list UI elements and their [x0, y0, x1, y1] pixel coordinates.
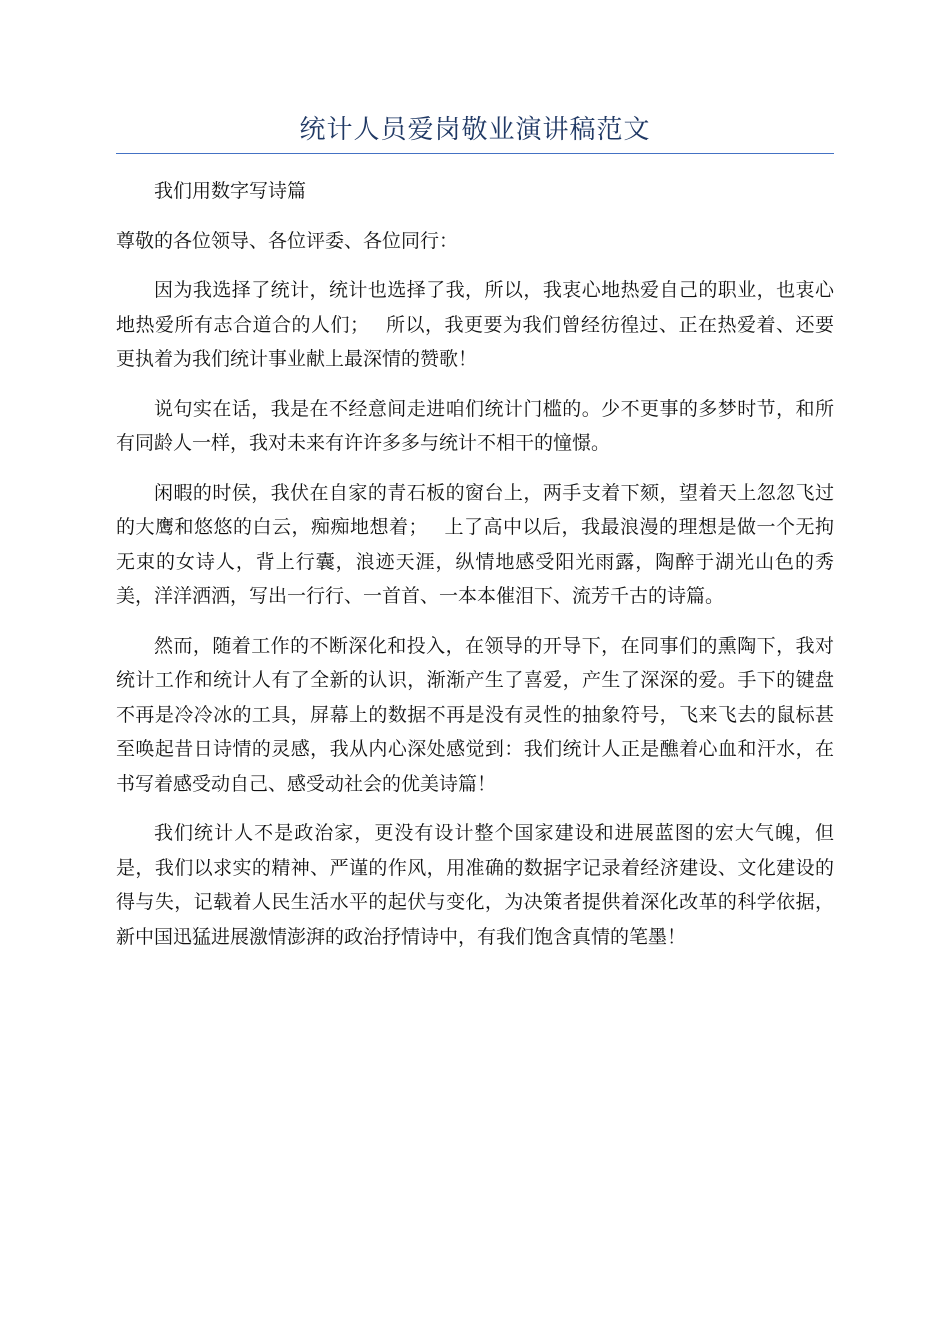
- paragraph: 闲暇的时侯，我伏在自家的青石板的窗台上，两手支着下颏，望着天上忽忽飞过的大鹰和悠悠的白云，痴痴地想着； 上了高中以后，我最浪漫的理想是做一个无拘无束的女诗人，背上行囊，浪迹天涯，纵情地感受阳光雨露，陶醉于湖光山色的秀美，洋洋洒洒，写出一行行、一首首、一本本催泪下、流芳千古的诗篇。: [116, 481, 834, 607]
- title-underline: [116, 153, 834, 154]
- paragraph: 我们用数字写诗篇: [154, 180, 307, 202]
- paragraph: 因为我选择了统计，统计也选择了我，所以，我衷心地热爱自己的职业，也衷心地热爱所有志合道合的人们； 所以，我更要为我们曾经彷徨过、正在热爱着、还要更执着为我们统计事业献上最深情的赞歌！: [116, 279, 834, 370]
- paragraph: 我们统计人不是政治家，更没有设计整个国家建设和进展蓝图的宏大气魄，但是，我们以求实的精神、严谨的作风，用准确的数据字记录着经济建设、文化建设的得与失，记载着人民生活水平的起伏与变化，为决策者提供着深化改革的科学依据，新中国迅猛进展激情澎湃的政治抒情诗中，有我们饱含真情的笔墨！: [116, 822, 834, 948]
- document-body: [116, 174, 834, 969]
- paragraph: 然而，随着工作的不断深化和投入，在领导的开导下，在同事们的熏陶下，我对统计工作和统计人有了全新的认识，渐渐产生了喜爱，产生了深深的爱。手下的键盘不再是冷冷冰的工具，屏幕上的数据不再是没有灵性的抽象符号，飞来飞去的鼠标甚至唤起昔日诗情的灵感，我从内心深处感觉到：我们统计人正是醮着心血和汗水，在书写着感受动自己、感受动社会的优美诗篇！: [116, 634, 834, 795]
- paragraph: 说句实在话，我是在不经意间走进咱们统计门槛的。少不更事的多梦时节，和所有同龄人一样，我对未来有许许多多与统计不相干的憧憬。: [116, 397, 834, 454]
- document-title: 统计人员爱岗敬业演讲稿范文: [299, 115, 651, 145]
- paragraph: 尊敬的各位领导、各位评委、各位同行：: [116, 229, 459, 252]
